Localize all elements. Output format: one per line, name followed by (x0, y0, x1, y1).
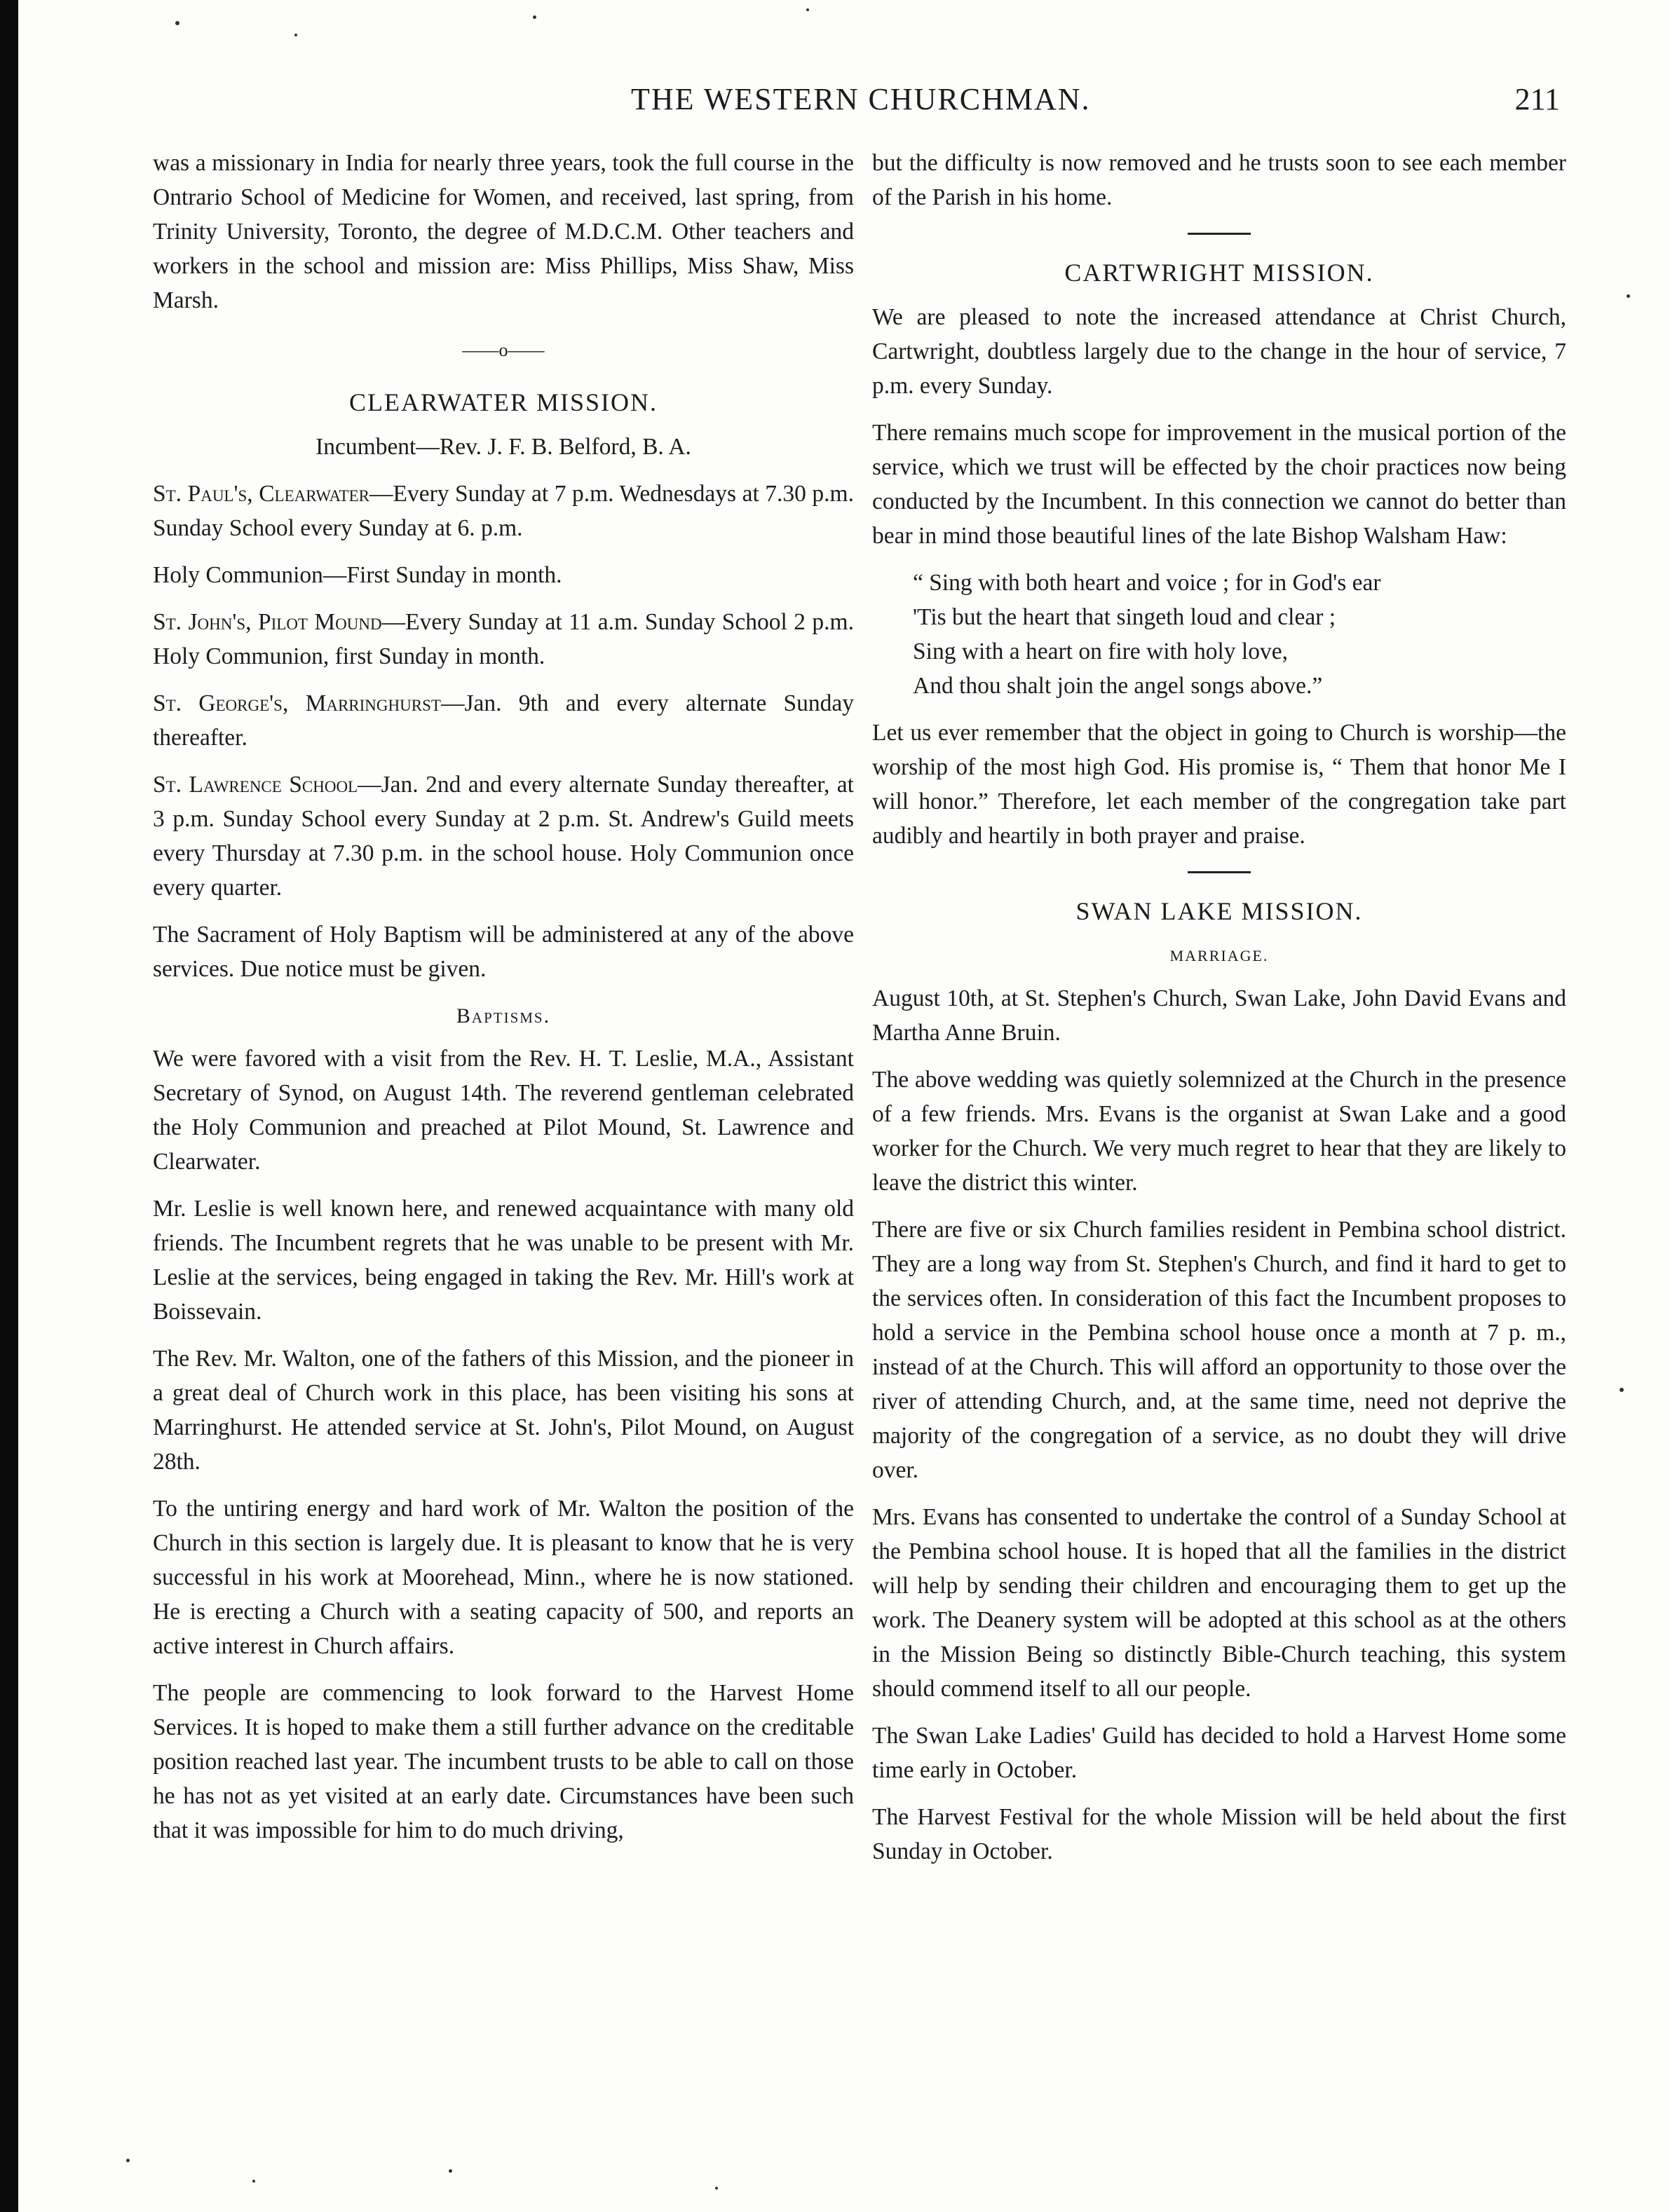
scan-speck (1627, 294, 1630, 298)
journal-title: THE WESTERN CHURCHMAN. (631, 82, 1091, 116)
page-header (631, 78, 1560, 128)
church-name: St. Paul's, Clearwater (153, 481, 369, 507)
church-name: St. Lawrence School (153, 772, 358, 798)
marriage-paragraph: August 10th, at St. Stephen's Church, Swan Lake, John David Evans and Martha Anne Bruin. (872, 985, 1566, 1046)
intro-paragraph: was a missionary in India for nearly three years, took the full course in the Ontrario School of Medicine for Women, and received, last spring, from Trinity University, Toronto, the degree of M.D.C.M. Other teachers and workers in the school and mission are: Miss Phillips, Miss Shaw, Miss Marsh. (153, 150, 854, 313)
pembina-paragraph: There are five or six Church families resident in Pembina school district. They are a long way from St. Stephen's Church, and find it hard to get to the services often. In consideration of this fact the Incumbent proposes to hold a service in the Pembina school house once a month at 7 p. m., instead of at the Church. This will afford an opportunity to those over the river of attending Church, and, at the same time, need not deprive the majority of the congregation of a service, as no doubt they will drive over. (872, 1217, 1566, 1483)
leslie-visit-paragraph: We were favored with a visit from the Rev. H. T. Leslie, M.A., Assistant Secretary of Synod, on August 14th. The reverend gentleman celebrated the Holy Communion and preached at Pilot Mound, St. Lawrence and Clearwater. (153, 1046, 854, 1175)
page-binding-edge (0, 0, 18, 2212)
st-lawrence-schedule (153, 767, 854, 905)
incumbent-line: Incumbent—Rev. J. F. B. Belford, B. A. (315, 434, 691, 460)
swan-lake-mission-heading: SWAN LAKE MISSION. (1075, 897, 1363, 925)
st-johns-schedule (153, 605, 854, 674)
left-column (153, 146, 854, 1860)
wedding-paragraph: The above wedding was quietly solemnized at the Church in the presence of a few friends. Mrs. Evans is the organist at Swan Lake and a good worker for the Church. We very much regret to hear that they are likely to leave the district this winter. (872, 1067, 1566, 1196)
section-rule (1188, 871, 1251, 873)
schedule-text: —Jan. 9th and every alternate Sunday thereafter. (153, 690, 855, 751)
clearwater-mission-heading: CLEARWATER MISSION. (348, 388, 658, 416)
right-column (872, 146, 1566, 1881)
scan-speck (715, 2187, 718, 2190)
church-name: St. John's, Pilot Mound (153, 609, 382, 635)
page-number: 211 (1514, 82, 1560, 116)
schedule-text: —Every Sunday at 7 p.m. Wednesdays at 7.30 p.m. Sunday School every Sunday at 6. p.m. (153, 481, 854, 541)
cartwright-mission-heading: CARTWRIGHT MISSION. (1064, 259, 1374, 287)
scan-speck (252, 2180, 255, 2183)
verse-line: Sing with a heart on fire with holy love, (913, 639, 1288, 664)
scan-speck (1620, 1388, 1624, 1392)
scan-speck (294, 34, 297, 36)
harvest-paragraph: The people are commencing to look forward to the Harvest Home Services. It is hoped to make them a still further advance on the creditable position reached last year. The incumbent trusts to be able to call on those he has not as yet visited at an early date. Circumstances have been such that it was impossible for him to do much driving, (153, 1680, 854, 1843)
sacrament-paragraph: The Sacrament of Holy Baptism will be administered at any of the above services. Due notice must be given. (153, 922, 854, 982)
continuation-paragraph: but the difficulty is now removed and he trusts soon to see each member of the Parish in his home. (872, 150, 1566, 210)
leslie-known-paragraph: Mr. Leslie is well known here, and renewed acquaintance with many old friends. The Incumbent regrets that he was unable to be present with Mr. Leslie at the services, being engaged in taking the Rev. Mr. Hill's work at Boissevain. (153, 1196, 854, 1325)
harvest-festival-paragraph: The Harvest Festival for the whole Mission will be held about the first Sunday in October. (872, 1804, 1566, 1864)
holy-communion-line: Holy Communion—First Sunday in month. (153, 562, 562, 588)
schedule-text: —Every Sunday at 11 a.m. Sunday School 2 p.m. Holy Communion, first Sunday in month. (153, 609, 854, 669)
scan-speck (175, 21, 179, 25)
schedule-text: —Jan. 2nd and every alternate Sunday thereafter, at 3 p.m. Sunday School every Sunday at 2 p.m. St. Andrew's Guild meets every Thursday at 7.30 p.m. in the school house. Holy Communion once every quarter. (153, 772, 854, 901)
section-rule (1188, 233, 1251, 235)
cartwright-music-paragraph: There remains much scope for improvement in the musical portion of the service, which we trust will be effected by the choir practices now being conducted by the Incumbent. In this connection we cannot do better than bear in mind those beautiful lines of the late Bishop Walsham Haw: (872, 420, 1566, 549)
sunday-school-paragraph: Mrs. Evans has consented to undertake the control of a Sunday School at the Pembina school house. It is hoped that all the families in the district will help by sending their children and encouraging them to get up the work. The Deanery system will be adopted at this school as at the others in the Mission Being so distinctly Bible-Church teaching, this system should commend itself to all our people. (872, 1504, 1566, 1702)
scan-speck (806, 8, 809, 11)
church-name: St. George's, Marringhurst (153, 690, 441, 716)
marriage-heading: MARRIAGE. (1169, 947, 1269, 964)
section-separator: ——o—— (462, 340, 545, 360)
verse-line: “ Sing with both heart and voice ; for in God's ear (913, 570, 1381, 596)
cartwright-worship-paragraph: Let us ever remember that the object in going to Church is worship—the worship of the most high God. His promise is, “ Them that honor Me I will honor.” Therefore, let each member of the congregation take part audibly and heartily in both prayer and praise. (872, 720, 1566, 849)
scan-speck (533, 15, 536, 19)
baptisms-heading: Baptisms. (456, 1004, 551, 1028)
scan-speck (126, 2159, 130, 2162)
walton-energy-paragraph: To the untiring energy and hard work of Mr. Walton the position of the Church in this section is largely due. It is pleasant to know that he is very successful in his work at Moorehead, Minn., where he is now stationed. He is erecting a Church with a seating capacity of 500, and reports an active interest in Church affairs. (153, 1496, 854, 1659)
ladies-guild-paragraph: The Swan Lake Ladies' Guild has decided to hold a Harvest Home some time early in October. (872, 1723, 1566, 1783)
verse-line: And thou shalt join the angel songs above.” (913, 673, 1323, 699)
st-pauls-schedule (153, 477, 854, 545)
verse-line: 'Tis but the heart that singeth loud and clear ; (913, 604, 1336, 630)
st-georges-schedule (153, 686, 854, 755)
hymn-verse (913, 566, 1566, 703)
walton-paragraph: The Rev. Mr. Walton, one of the fathers of this Mission, and the pioneer in a great deal of Church work in this place, has been visiting his sons at Marringhurst. He attended service at St. John's, Pilot Mound, on August 28th. (153, 1346, 854, 1475)
cartwright-attendance-paragraph: We are pleased to note the increased attendance at Christ Church, Cartwright, doubtless largely due to the change in the hour of service, 7 p.m. every Sunday. (872, 304, 1566, 399)
scan-speck (449, 2169, 452, 2173)
